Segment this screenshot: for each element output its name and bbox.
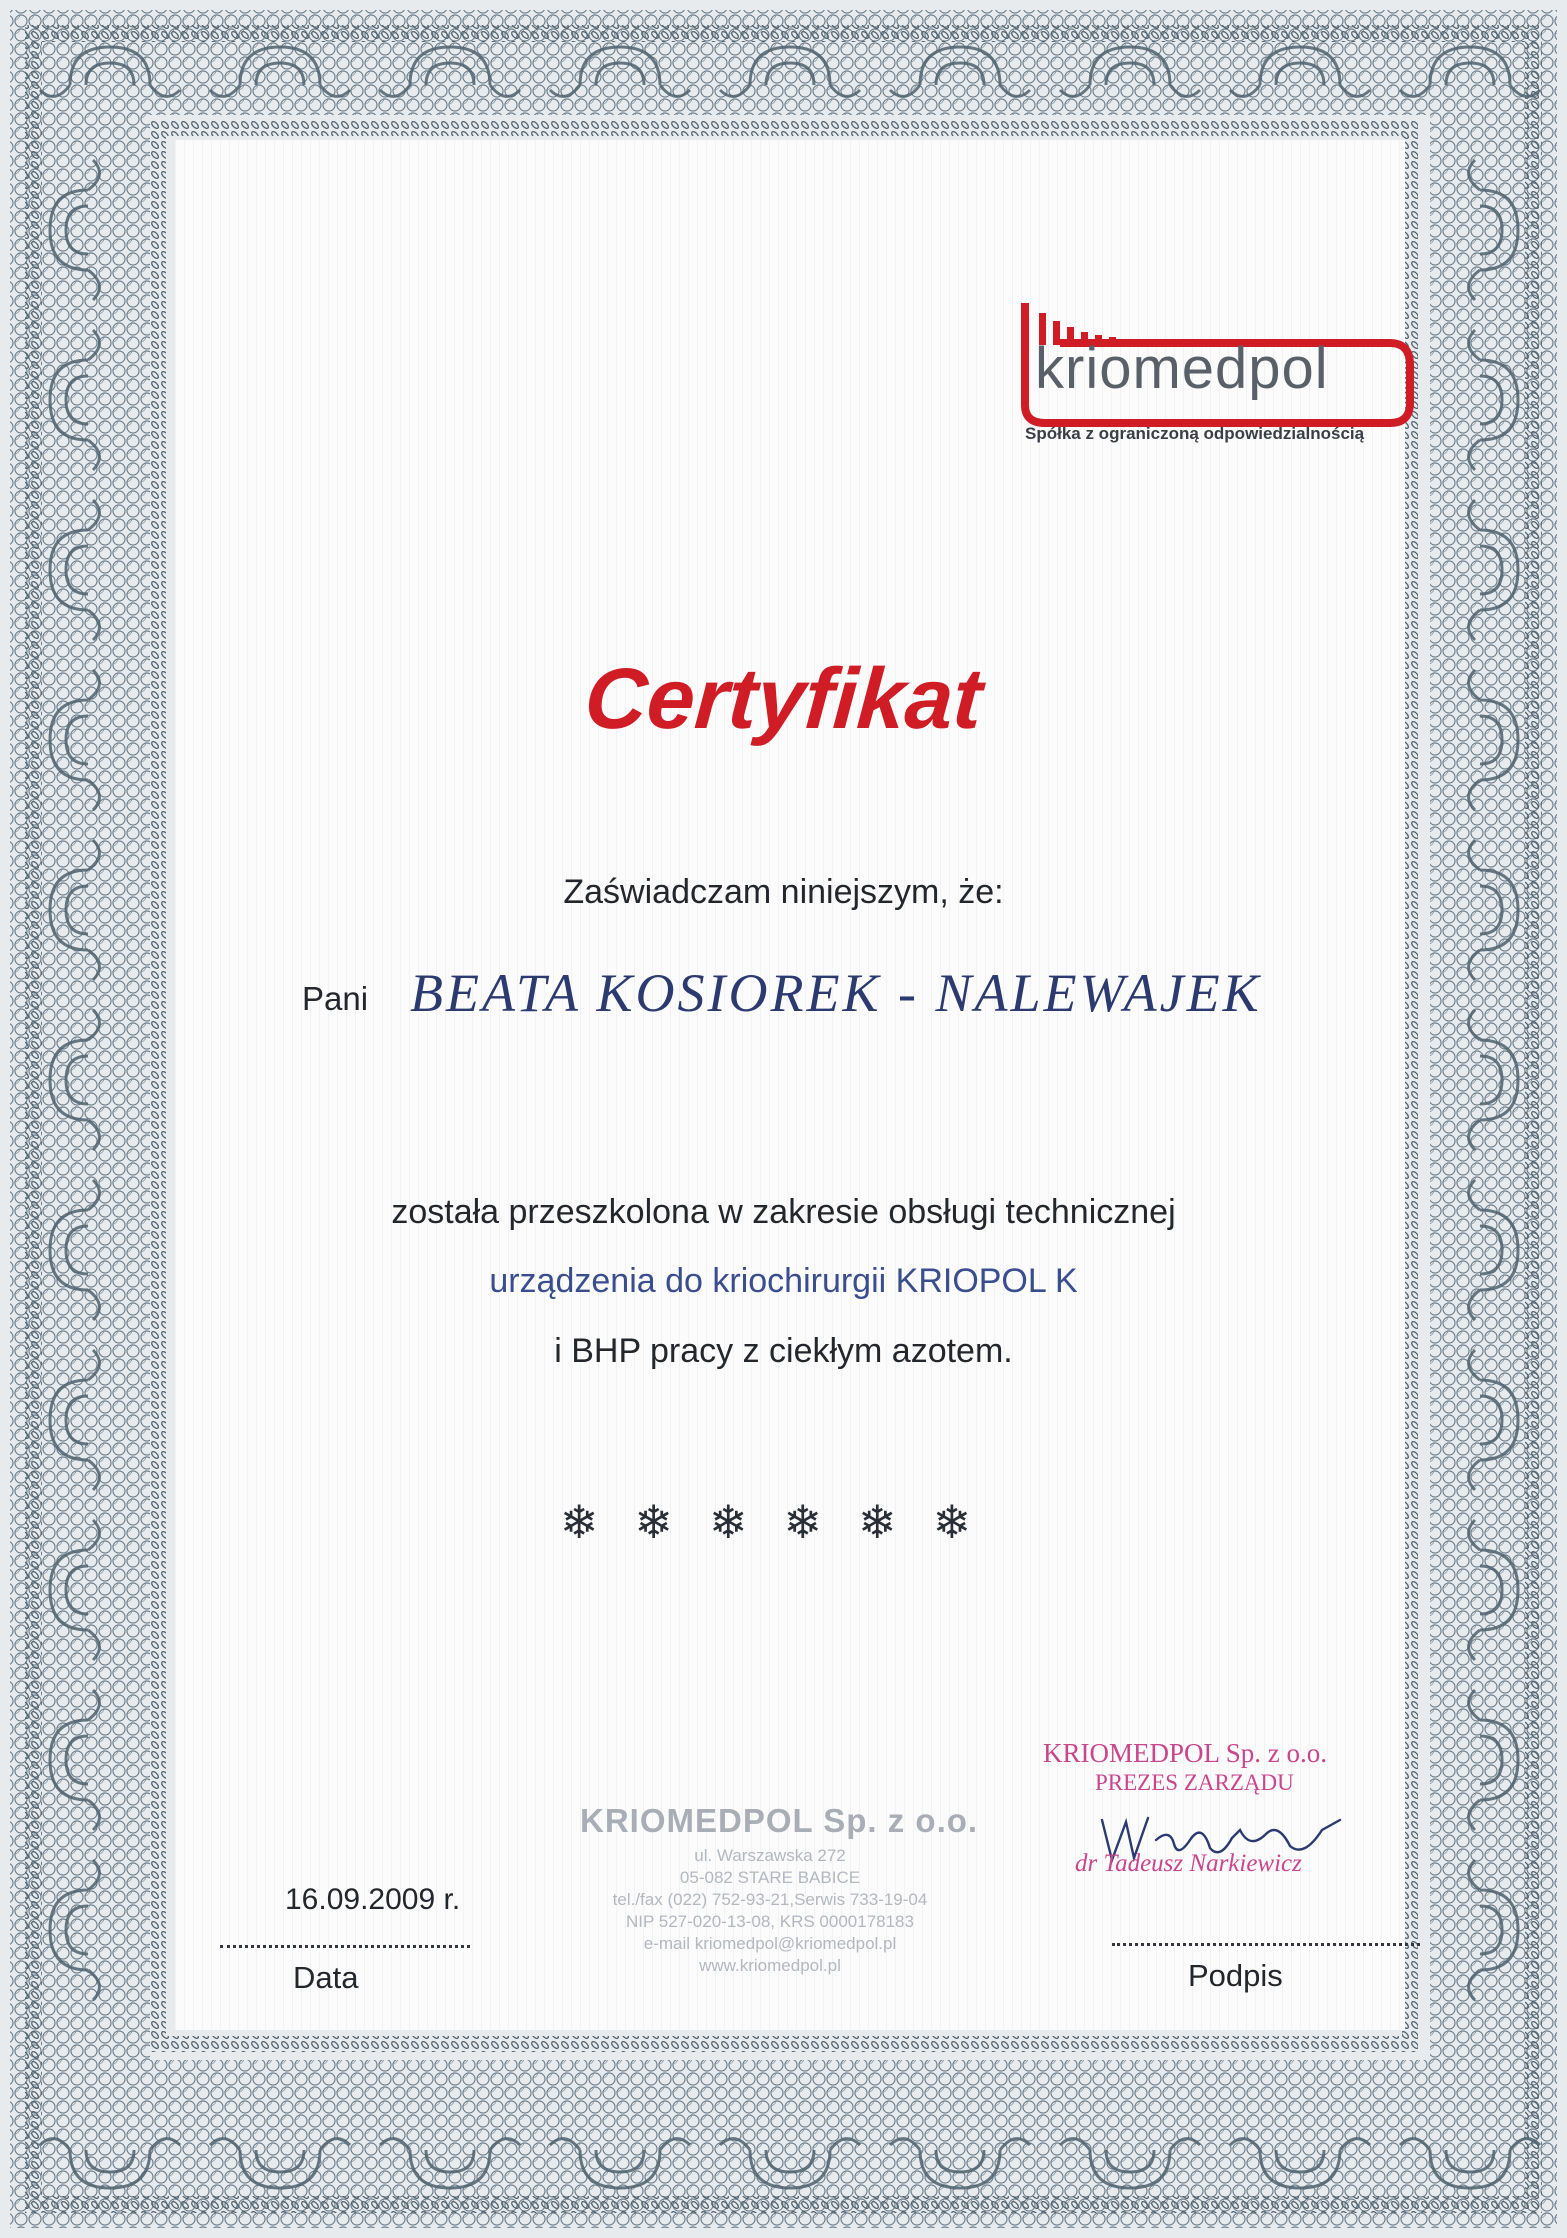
- date-dotted-line: [220, 1945, 470, 1948]
- company-stamp-email: e-mail kriomedpol@kriomedpol.pl: [643, 1934, 897, 1953]
- logo-subtitle: Spółka z ograniczoną odpowiedzialnością: [1025, 424, 1365, 443]
- signature-label: Podpis: [1188, 1958, 1283, 1993]
- signature-stamp-person: dr Tadeusz Narkiewicz: [1075, 1850, 1302, 1877]
- company-stamp-name: KRIOMEDPOL Sp. z o.o.: [580, 1802, 979, 1839]
- certificate-title: Certyfikat: [581, 651, 986, 747]
- company-stamp-ids: NIP 527-020-13-08, KRS 0000178183: [626, 1912, 914, 1931]
- intro-text: Zaświadczam niniejszym, że:: [563, 873, 1004, 911]
- signature-stamp-company: KRIOMEDPOL Sp. z o.o.: [1043, 1738, 1328, 1768]
- logo-wordmark: kriomedpol: [1035, 336, 1329, 401]
- snowflake-icon: ❄❄❄❄❄❄: [559, 1496, 1008, 1548]
- body-line-1: została przeszkolona w zakresie obsługi technicznej: [391, 1193, 1176, 1231]
- company-stamp-phone: tel./fax (022) 752-93-21,Serwis 733-19-04: [612, 1890, 928, 1909]
- signature-stamp-role: PREZES ZARZĄDU: [1095, 1770, 1294, 1795]
- company-stamp-address1: ul. Warszawska 272: [694, 1846, 846, 1865]
- issue-date: 16.09.2009 r.: [285, 1883, 461, 1916]
- signature-dotted-line: [1112, 1943, 1420, 1946]
- company-stamp-address2: 05-082 STARE BABICE: [679, 1868, 861, 1887]
- body-line-3: i BHP pracy z ciekłym azotem.: [554, 1332, 1013, 1370]
- salutation: Pani: [302, 980, 369, 1017]
- recipient-name: BEATA KOSIOREK - NALEWAJEK: [410, 963, 1262, 1023]
- body-line-2: urządzenia do kriochirurgii KRIOPOL K: [489, 1262, 1078, 1300]
- date-label: Data: [293, 1960, 359, 1995]
- company-stamp-web: www.kriomedpol.pl: [699, 1956, 841, 1975]
